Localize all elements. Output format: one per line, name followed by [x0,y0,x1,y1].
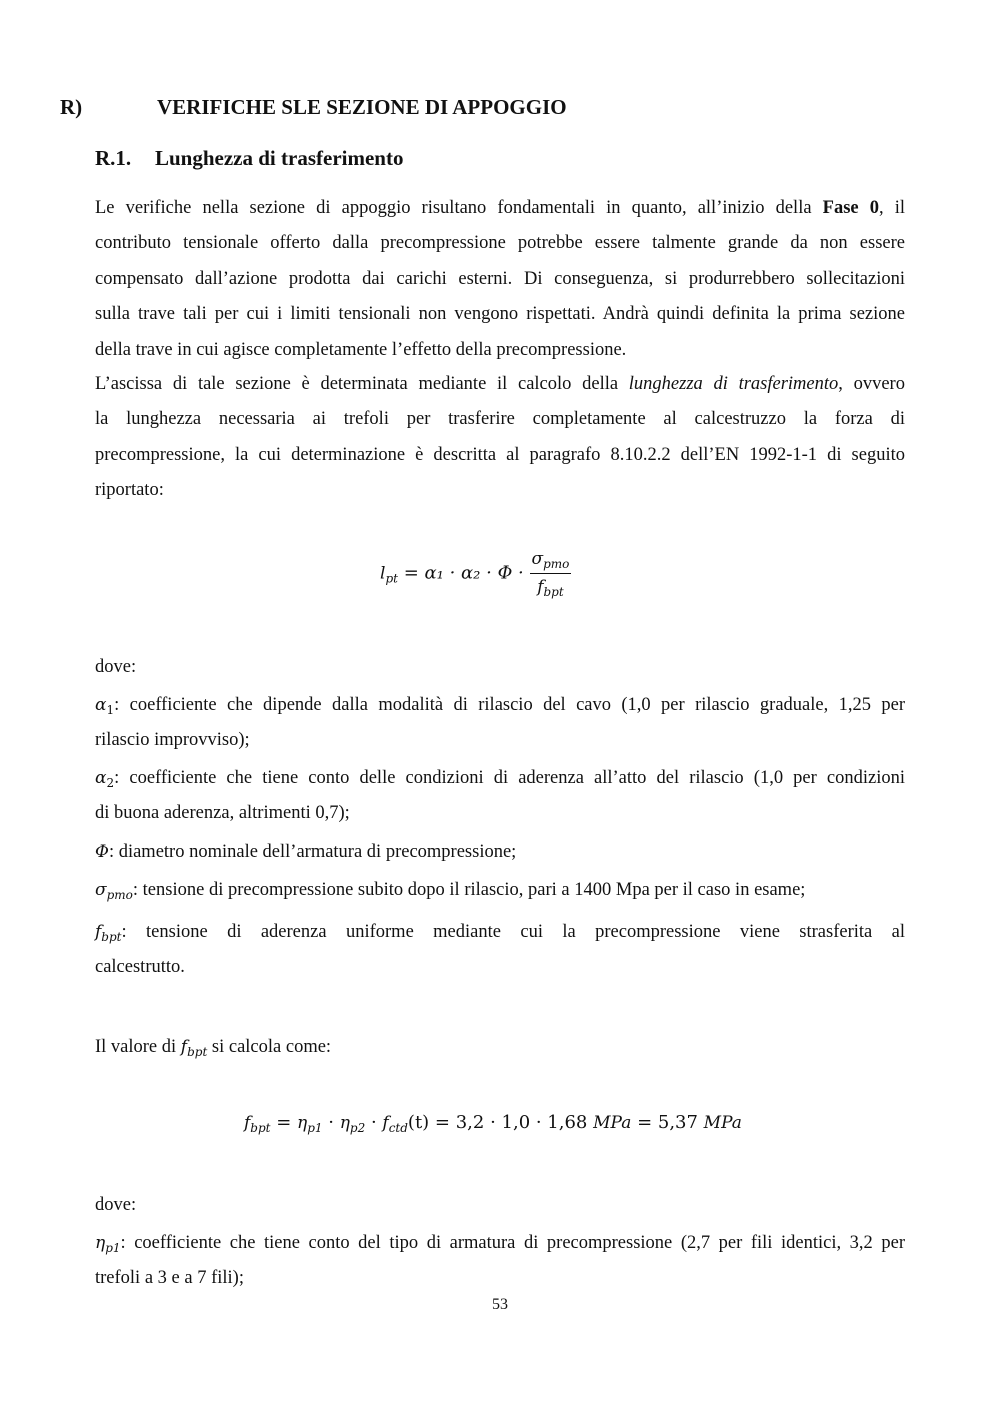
text-line: contributo tensionale offerto dalla precompressione potrebbe essere talmente grande da non essere [95,233,905,254]
bold-phase-label: Fase 0 [822,198,879,218]
text-line: L’ascissa di tale sezione è determinata mediante il calcolo della lunghezza di trasferimento, ovvero [95,374,905,394]
text-line: precompressione, la cui determinazione è descritta al paragrafo 8.10.2.2 dell’EN 1992-1-1 di seguito [95,444,905,465]
definition-alpha1: $\alpha_1$: coefficiente che dipende dalla modalità di rilascio del cavo (1,0 per rilascio graduale, 1,25 per rilascio improvviso); [95,695,905,751]
text-line: Le verifiche nella sezione di appoggio risultano fondamentali in quanto, all’inizio della Fase 0, il [95,198,906,218]
label-dove: dove: [95,1195,137,1215]
definition-alpha2: $\alpha_2$: coefficiente che tiene conto delle condizioni di aderenza all’atto del rilascio (1,0 per condizioni di buona aderenza, altrimenti 0,7); [95,768,905,824]
fbpt-intro: Il valore di $f_{bpt}$ si calcola come: [95,1037,332,1059]
paragraph-abscissa [95,367,905,509]
text-line: la lunghezza necessaria ai trefoli per trasferire completamente al calcestruzzo la forza di [95,409,905,430]
equation-transfer-length: $l_{pt} = \alpha_1 \cdot \alpha_2 \cdot \Phi$ · $\frac{\sigma_{pmo}}{f_{bpt}}$ [380,549,570,599]
section-number: R.1. [95,146,132,170]
page-number: 53 [492,1296,508,1313]
text-line: compensato dall’azione prodotta dai carichi esterni. Di conseguenza, si produrrebbero sollecitazioni [95,268,905,289]
equation-fbpt: $f_{bpt} = \eta_{p1} \cdot \eta_{p2} \cdot f_{ctd}(t) = 3,2 \cdot 1,0 \cdot 1,68$ MPa = 5,37 MPa [244,1112,742,1135]
text-line: della trave in cui agisce completamente l’effetto della precompressione. [95,339,627,360]
section-title: Lunghezza di trasferimento [155,146,404,170]
definition-eta-p1: $\eta_{p1}$: coefficiente che tiene conto del tipo di armatura di precompressione (2,7 per fili identici, 3,2 per trefoli a 3 e a 7 fili); [95,1233,905,1289]
paragraph-intro [95,191,905,368]
definition-sigma: $\sigma_{pmo}$: tensione di precompressione subito dopo il rilascio, pari a 1400 Mpa per il caso in esame; [95,880,806,902]
italic-term: lunghezza di trasferimento [628,374,839,394]
label-dove: dove: [95,657,137,677]
definition-phi: Φ: diametro nominale dell’armatura di precompressione; [95,842,517,862]
chapter-title: VERIFICHE SLE SEZIONE DI APPOGGIO [157,95,567,119]
text-line: sulla trave tali per cui i limiti tensionali non vengono rispettati. Andrà quindi definita la prima sezione [95,304,905,325]
chapter-number: R) [60,95,83,119]
fraction: $\frac{\sigma_{pmo}}{f_{bpt}}$ [531,549,570,599]
definition-fbpt: $f_{bpt}$: tensione di aderenza uniforme mediante cui la precompressione viene strasferita al calcestrutto. [95,922,905,978]
text-line: riportato: [95,480,164,501]
